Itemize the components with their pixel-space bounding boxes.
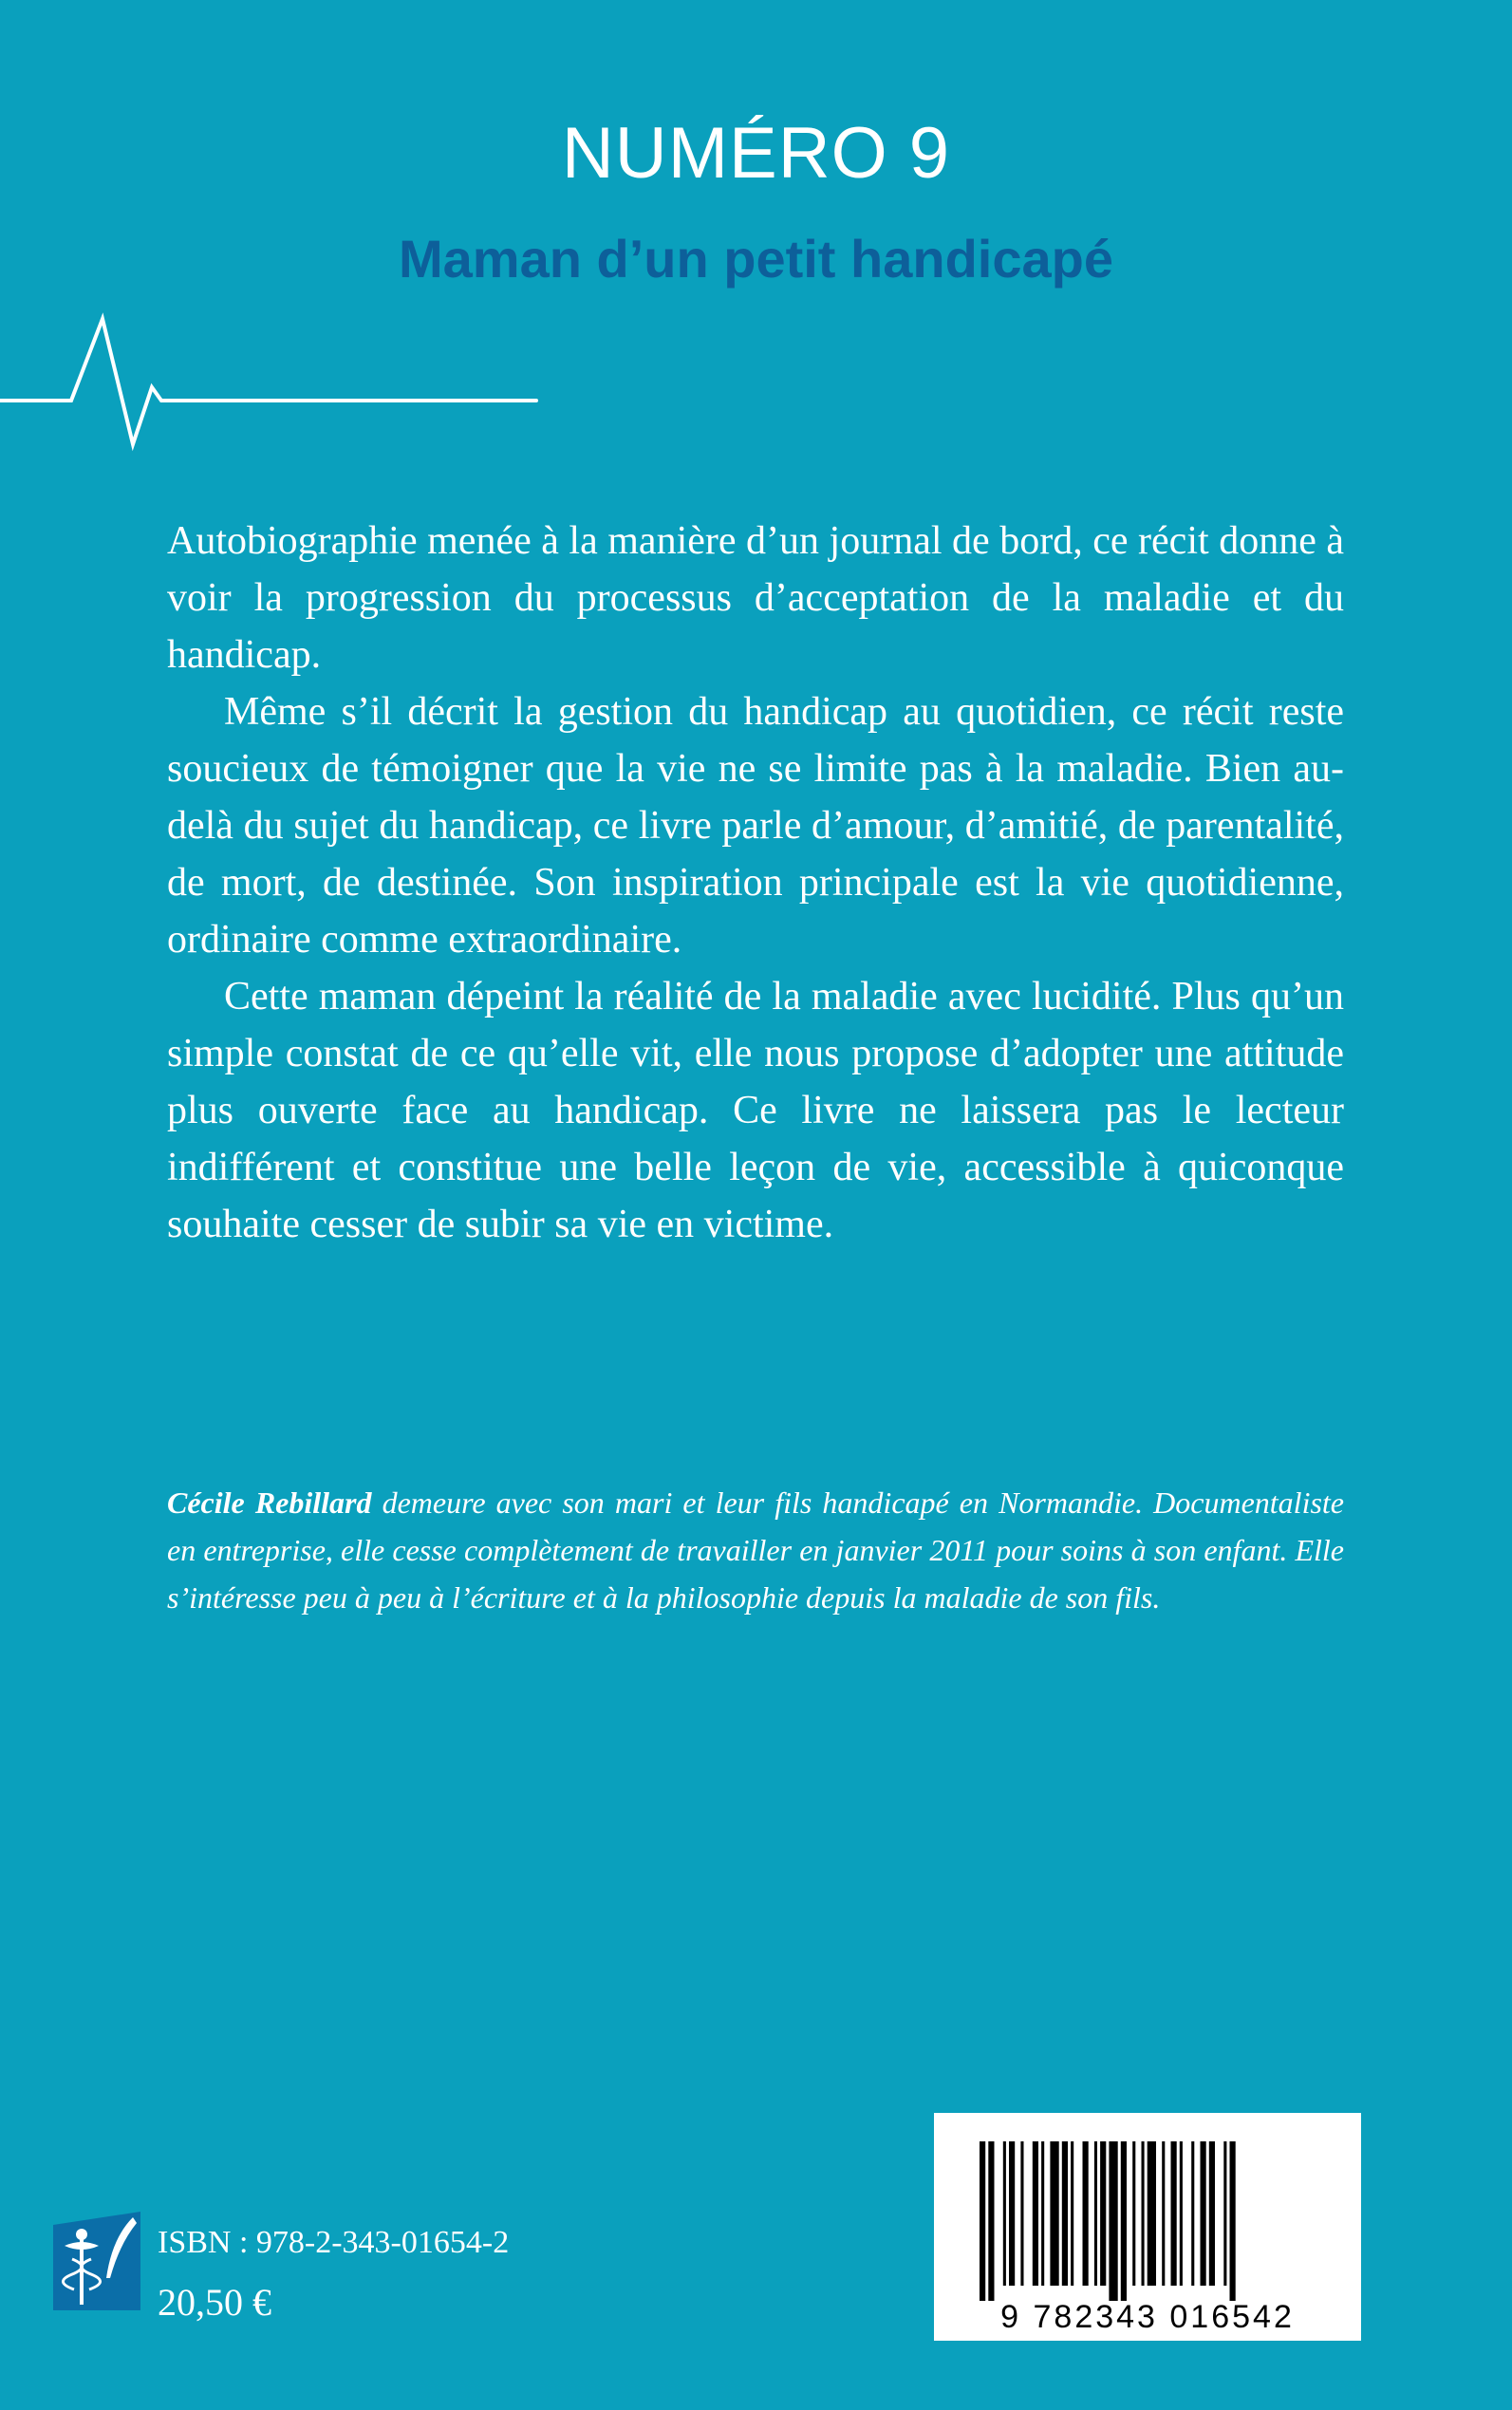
barcode-bar xyxy=(1009,2141,1015,2286)
barcode-bar xyxy=(1148,2141,1156,2286)
synopsis-paragraph: Autobiographie menée à la manière d’un journal de bord, ce récit donne à voir la progression du processus d’acceptation de la maladie et du handicap. xyxy=(167,519,1344,677)
barcode-bar xyxy=(1020,2141,1023,2286)
author-bio xyxy=(167,1479,1344,1621)
barcode-bar xyxy=(1121,2141,1127,2301)
barcode-bar xyxy=(1050,2141,1058,2286)
isbn: ISBN : 978-2-343-01654-2 xyxy=(158,2225,510,2260)
barcode-bar xyxy=(1223,2141,1226,2286)
book-subtitle: Maman d’un petit handicapé xyxy=(399,229,1113,289)
barcode xyxy=(934,2113,1361,2341)
barcode-bar xyxy=(1180,2141,1183,2286)
author-bio-text: demeure avec son mari et leur fils handicapé en Normandie. Documentaliste en entreprise, elle cesse complètement de travailler en janvier 2011 pour soins à son enfant. Elle s’intéresse peu à peu à l’écriture et à la philosophie depuis la maladie de son fils. xyxy=(167,1485,1345,1615)
synopsis-paragraph: Même s’il décrit la gestion du handicap au quotidien, ce récit reste soucieux de témoigner que la vie ne se limite pas à la maladie. Bien au-delà du sujet du handicap, ce livre parle d’amour, d’amitié, de parentalité, de mort, de destinée. Son inspiration principale est la vie quotidienne, ordinaire comme extraordinaire. xyxy=(167,690,1344,962)
barcode-bar xyxy=(1109,2141,1117,2301)
barcode-bar xyxy=(1033,2141,1038,2286)
barcode-bar xyxy=(1041,2141,1044,2286)
barcode-bar xyxy=(1209,2141,1215,2286)
barcode-bar xyxy=(988,2141,994,2301)
synopsis-paragraph: Cette maman dépeint la réalité de la maladie avec lucidité. Plus qu’un simple constat de ce qu’elle vit, elle nous propose d’adopter une attitude plus ouverte face au handicap. Ce livre ne laissera pas le lecteur indifférent et constitue une belle leçon de vie, accessible à quiconque souhaite cesser de subir sa vie en victime. xyxy=(167,975,1344,1246)
barcode-bar xyxy=(1162,2141,1165,2286)
synopsis xyxy=(167,513,1344,1253)
barcode-bar xyxy=(1171,2141,1177,2286)
barcode-bar xyxy=(1132,2141,1135,2286)
price: 20,50 € xyxy=(158,2281,271,2324)
barcode-bar xyxy=(1201,2141,1206,2286)
barcode-bar xyxy=(1142,2141,1145,2286)
barcode-bar xyxy=(1230,2141,1236,2301)
barcode-bar xyxy=(1003,2141,1006,2286)
barcode-digits: 9 782343 016542 xyxy=(1000,2299,1295,2335)
barcode-bar xyxy=(1083,2141,1089,2286)
barcode-bar xyxy=(1094,2141,1097,2286)
barcode-bar xyxy=(1191,2141,1194,2286)
barcode-bar xyxy=(1062,2141,1068,2286)
barcode-bar xyxy=(1071,2141,1073,2286)
barcode-bar xyxy=(980,2141,985,2301)
barcode-bars xyxy=(934,2113,1361,2341)
barcode-bar xyxy=(1100,2141,1106,2286)
heartbeat-line-icon xyxy=(0,304,551,456)
book-title: NUMÉRO 9 xyxy=(561,113,951,194)
author-name: Cécile Rebillard xyxy=(167,1485,372,1520)
caduceus-quill-logo-icon xyxy=(53,2212,140,2310)
